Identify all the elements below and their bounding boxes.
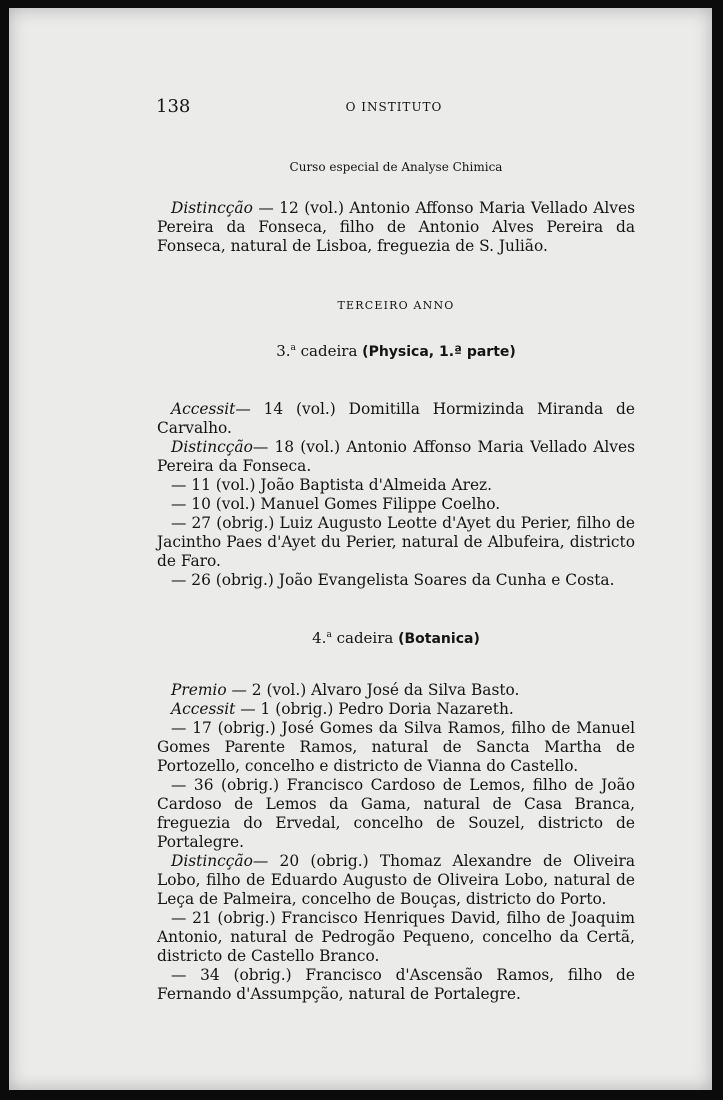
entry-paragraph: — 36 (obrig.) Francisco Cardoso de Lemos, filho de João Cardoso de Lemos da Gama, natural de Casa Branca, freguezia do Ervedal, concelho de Souzel, districto de Portalegre.	[157, 776, 635, 851]
entry-label: Distincção	[171, 199, 253, 217]
entry-paragraph: — 26 (obrig.) João Evangelista Soares da Cunha e Costa.	[171, 571, 615, 589]
page-header	[156, 96, 632, 120]
entry-paragraph: — 34 (obrig.) Francisco d'Ascensão Ramos, filho de Fernando d'Assumpção, natural de Portalegre.	[157, 966, 635, 1003]
scanned-page	[9, 8, 712, 1090]
course-heading: Curso especial de Analyse Chimica	[289, 160, 503, 174]
entry-label: Accessit	[171, 700, 236, 718]
page-body	[157, 158, 635, 1004]
year-heading: TERCEIRO ANNO	[337, 299, 455, 312]
cadeira-heading-3: 3.$^a$ cadeira (Physica, 1.ª parte)	[276, 342, 516, 360]
entry-text: — 18 (vol.) Antonio Affonso Maria Vellado Alves Pereira da Fonseca.	[157, 438, 635, 475]
page-number: 138	[156, 96, 191, 117]
cadeira-heading-4: 4.$^a$ cadeira (Botanica)	[312, 629, 480, 647]
entry-text: — 12 (vol.) Antonio Affonso Maria Vellado Alves Pereira da Fonseca, filho de Antonio Alves Pereira da Fonseca, natural de Lisboa, freguezia de S. Julião.	[157, 199, 635, 255]
entry-label: Distincção	[171, 438, 253, 456]
entry-paragraph	[157, 681, 635, 700]
entry-paragraph: — 10 (vol.) Manuel Gomes Filippe Coelho.	[171, 495, 501, 513]
entry-paragraph	[157, 400, 635, 438]
entry-text: — 2 (vol.) Alvaro José da Silva Basto.	[226, 681, 520, 699]
entry-paragraph: — 21 (obrig.) Francisco Henriques David, filho de Joaquim Antonio, natural de Pedrogão Pequeno, concelho da Certã, districto de Castello Branco.	[157, 909, 635, 965]
entry-paragraph	[157, 700, 635, 719]
entry-paragraph: — 27 (obrig.) Luiz Augusto Leotte d'Ayet du Perier, filho de Jacintho Paes d'Ayet du Perier, natural de Albufeira, districto de Faro.	[157, 514, 635, 570]
entry-paragraph: — 17 (obrig.) José Gomes da Silva Ramos, filho de Manuel Gomes Parente Ramos, natural de Sancta Martha de Portozello, concelho e districto de Vianna do Castello.	[157, 719, 635, 775]
entry-text: — 14 (vol.) Domitilla Hormizinda Miranda de Carvalho.	[157, 400, 635, 437]
entry-paragraph	[157, 199, 635, 256]
entry-paragraph: — 11 (vol.) João Baptista d'Almeida Arez.	[171, 476, 493, 494]
entry-paragraph	[157, 438, 635, 476]
entry-label: Accessit	[171, 400, 236, 418]
entry-text: — 20 (obrig.) Thomaz Alexandre de Oliveira Lobo, filho de Eduardo Augusto de Oliveira Lobo, natural de Leça de Palmeira, concelho de Bouças, districto do Porto.	[157, 852, 635, 908]
entry-paragraph	[157, 852, 635, 909]
entry-label: Distincção	[171, 852, 253, 870]
entry-label: Premio	[171, 681, 227, 699]
running-title: O INSTITUTO	[345, 100, 443, 114]
entry-text: — 1 (obrig.) Pedro Doria Nazareth.	[235, 700, 514, 718]
